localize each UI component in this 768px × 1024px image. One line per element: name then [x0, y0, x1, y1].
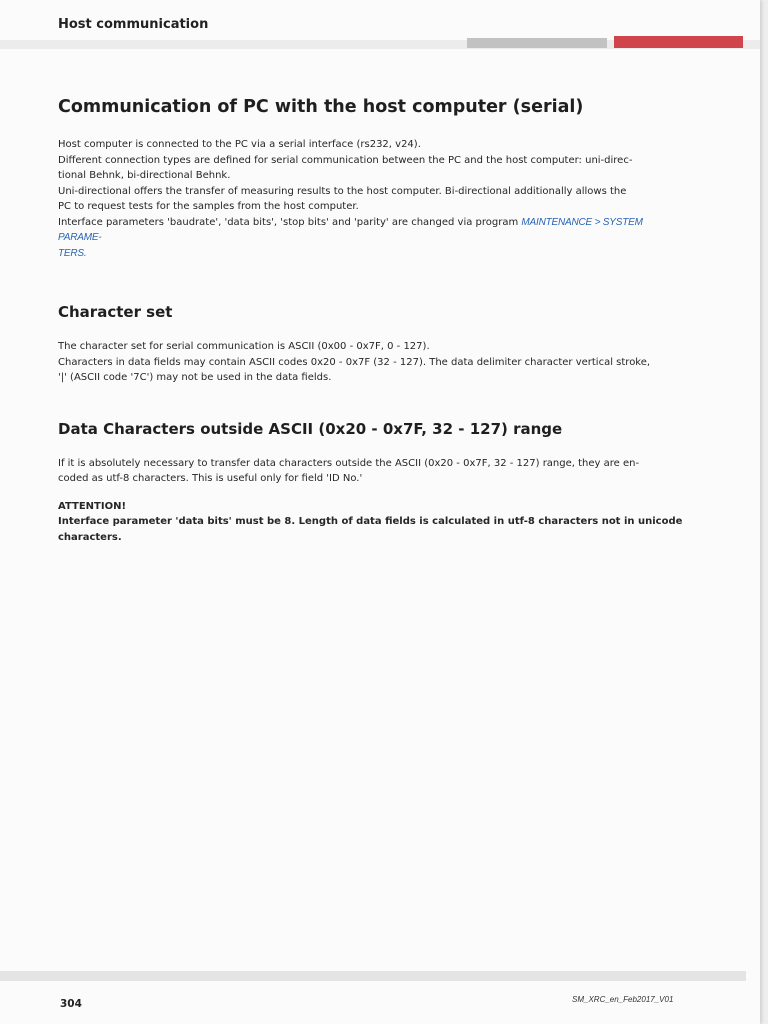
page-content: [58, 97, 683, 545]
attention-text-line: Interface parameter 'data bits' must be 8. Length of data fields is calculated in utf-8 characters not in unicode: [58, 516, 683, 527]
text-line: '|' (ASCII code '7C') may not be used in the data fields.: [58, 372, 332, 383]
text-line: tional Behnk, bi-directional Behnk.: [58, 170, 231, 181]
text-line: PC to request tests for the samples from the host computer.: [58, 201, 359, 212]
header-accent-bar: [614, 36, 743, 48]
text-line: Host computer is connected to the PC via a serial interface (rs232, v24).: [58, 139, 421, 150]
spacer: [58, 261, 683, 303]
text-line: Uni-directional offers the transfer of measuring results to the host computer. Bi-directional additionally allows the: [58, 185, 627, 197]
text-line: If it is absolutely necessary to transfer data characters outside the ASCII (0x20 - 0x7F, 32 - 127) range, they are en-: [58, 457, 640, 469]
attention-note: [58, 499, 683, 546]
attention-text-line: characters.: [58, 531, 122, 543]
maintenance-system-parameters-link[interactable]: MAINTENANCE > SYSTEM PARAME-: [58, 216, 643, 243]
footer-band: [0, 971, 746, 981]
text-line: coded as utf-8 characters. This is useful only for field 'ID No.': [58, 473, 363, 484]
attention-label: ATTENTION!: [58, 500, 127, 512]
spacer: [58, 386, 683, 420]
serial-communication-paragraph: [58, 137, 683, 261]
text-line: Characters in data fields may contain ASCII codes 0x20 - 0x7F (32 - 127). The data delimiter character vertical stroke,: [58, 356, 651, 368]
header-gray-bar: [467, 38, 607, 48]
running-header-title: Host communication: [58, 17, 209, 32]
maintenance-system-parameters-link-continued[interactable]: TERS.: [58, 247, 87, 259]
text-line: The character set for serial communication is ASCII (0x00 - 0x7F, 0 - 127).: [58, 341, 430, 352]
spacer: [58, 487, 683, 499]
page-number: 304: [60, 998, 82, 1010]
character-set-paragraph: [58, 339, 683, 386]
text-line: Different connection types are defined for serial communication between the PC and the host computer: uni-direc-: [58, 154, 633, 166]
section-heading-character-set: Character set: [58, 303, 173, 321]
section-heading-serial-communication: Communication of PC with the host computer (serial): [58, 97, 584, 117]
section-heading-data-characters: Data Characters outside ASCII (0x20 - 0x7F, 32 - 127) range: [58, 419, 563, 438]
text-line: Interface parameters 'baudrate', 'data bits', 'stop bits' and 'parity' are changed via program: [58, 216, 522, 228]
data-characters-paragraph: [58, 456, 683, 487]
document-id: SM_XRC_en_Feb2017_V01: [572, 995, 674, 1004]
